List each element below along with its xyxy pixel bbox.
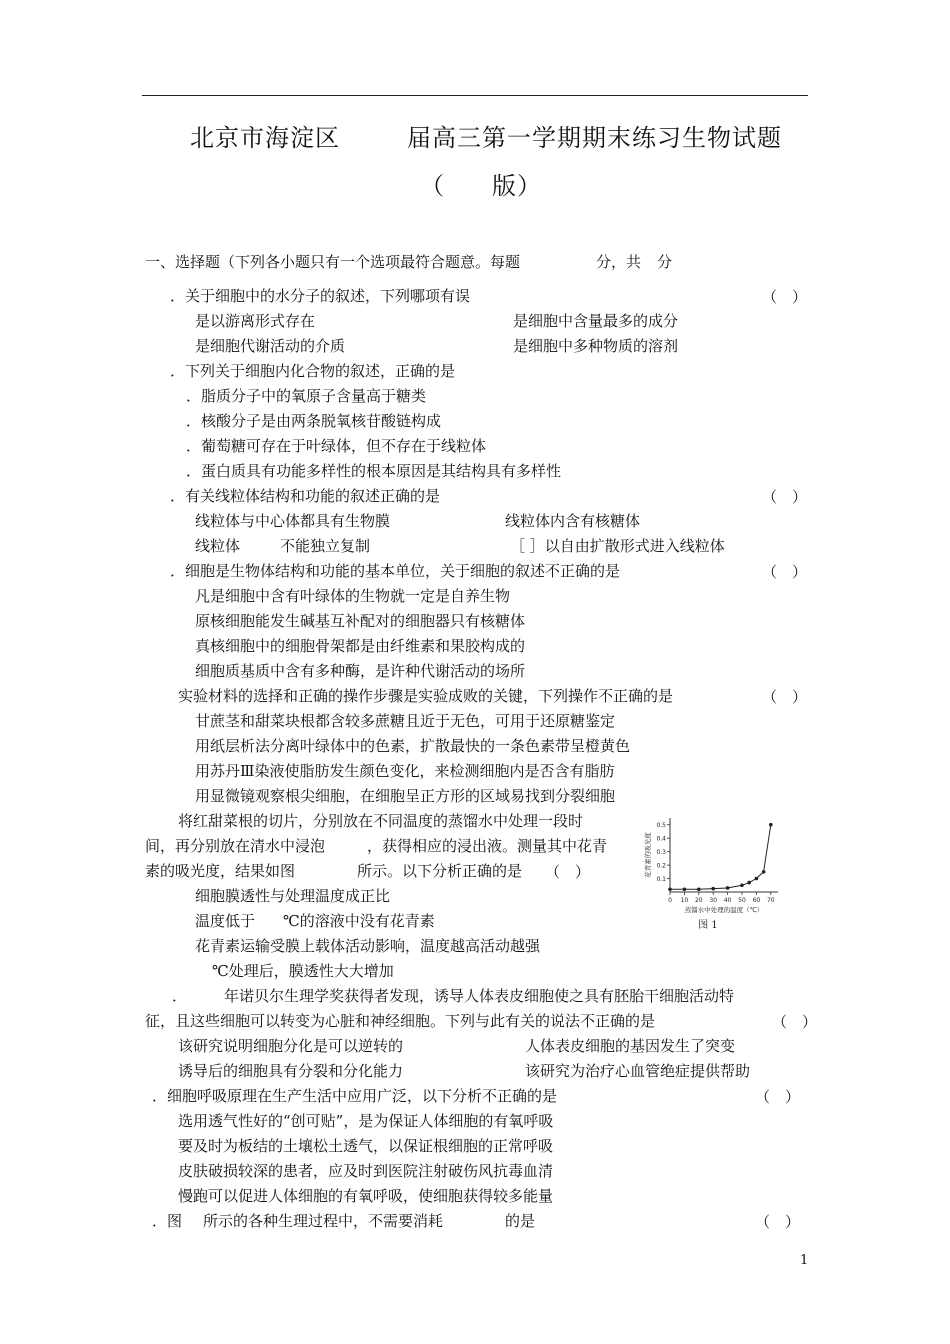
q1-option-a: 是以游离形式存在 [195, 312, 316, 330]
data-point [683, 888, 687, 892]
figure-1 [636, 810, 786, 935]
q4-option-a: 凡是细胞中含有叶绿体的生物就一定是自养生物 [195, 587, 511, 605]
q8-paren: （ ） [755, 1088, 801, 1106]
q3-option-d: ［ ］以自由扩散形式进入线粒体 [510, 537, 725, 555]
q5-option-a: 甘蔗茎和甜菜块根都含较多蔗糖且近于无色，可用于还原糖鉴定 [195, 712, 616, 730]
q1-stem: ．关于细胞中的水分子的叙述，下列哪项有误 [170, 287, 471, 305]
section-heading-end: 分 [657, 253, 673, 271]
data-point [697, 888, 701, 892]
q7-line1b: 年诺贝尔生理学奖获得者发现，诱导人体表皮细胞使之具有胚胎干细胞活动特 [224, 987, 735, 1005]
q4-stem: ．细胞是生物体结构和功能的基本单位，关于细胞的叙述不正确的是 [170, 562, 621, 580]
x-tick-label: 10 [680, 897, 689, 904]
q3-stem: ．有关线粒体结构和功能的叙述正确的是 [170, 487, 441, 505]
section-heading: 一、选择题（下列各小题只有一个选项最符合题意。每题 [145, 253, 521, 271]
q7-line2: 征，且这些细胞可以转变为心脏和神经细胞。下列与此有关的说法不正确的是 [145, 1012, 656, 1030]
q8-stem: ．细胞呼吸原理在生产生活中应用广泛，以下分析不正确的是 [152, 1087, 558, 1105]
q6-line3a: 素的吸光度，结果如图 [145, 862, 296, 880]
q6-option-c: 花青素运输受膜上载体活动影响，温度越高活动越强 [195, 937, 541, 955]
subtitle-open: （ [420, 172, 445, 200]
q6-line3b: 所示。以下分析正确的是 [357, 862, 523, 880]
data-point [762, 870, 766, 874]
x-axis-label: 蒸馏水中处理的温度（℃） [684, 906, 764, 914]
q9-stem-b: 所示的各种生理过程中，不需要消耗 [203, 1212, 444, 1230]
q6-paren: （ ） [545, 863, 591, 881]
q6-option-d: ℃处理后，膜透性大大增加 [212, 962, 394, 980]
q1-paren: （ ） [762, 288, 808, 306]
q5-option-c: 用苏丹Ⅲ染液使脂肪发生颜色变化，来检测细胞内是否含有脂肪 [195, 762, 615, 780]
data-point [747, 881, 751, 885]
q9-stem-a: ．图 [152, 1212, 183, 1230]
x-tick-label: 70 [766, 897, 775, 904]
q1-option-b: 是细胞中含量最多的成分 [513, 312, 679, 330]
q7-option-c: 诱导后的细胞具有分裂和分化能力 [178, 1062, 404, 1080]
data-point [740, 883, 744, 887]
q3-paren: （ ） [762, 488, 808, 506]
title-left: 北京市海淀区 [190, 124, 340, 152]
q7-option-b: 人体表皮细胞的基因发生了突变 [525, 1037, 736, 1055]
q8-option-c: 皮肤破损较深的患者，应及时到医院注射破伤风抗毒血清 [178, 1162, 554, 1180]
x-tick-label: 0 [668, 897, 672, 904]
section-heading-mid: 分，共 [596, 253, 642, 271]
q4-paren: （ ） [762, 563, 808, 581]
q5-option-b: 用纸层析法分离叶绿体中的色素，扩散最快的一条色素带呈橙黄色 [195, 737, 631, 755]
q2-option-b: ．核酸分子是由两条脱氧核苷酸链构成 [186, 412, 442, 430]
y-tick-label: 0.4 [656, 835, 666, 843]
q7-line1a: ． [172, 987, 188, 1005]
absorbance-chart [636, 810, 786, 935]
x-tick-label: 20 [694, 897, 703, 904]
q5-option-d: 用显微镜观察根尖细胞，在细胞呈正方形的区域易找到分裂细胞 [195, 787, 616, 805]
q6-option-a: 细胞膜透性与处理温度成正比 [195, 887, 391, 905]
q6-line1: 将红甜菜根的切片，分别放在不同温度的蒸馏水中处理一段时 [178, 812, 584, 830]
q6-option-b1: 温度低于 [195, 912, 256, 930]
q1-option-c: 是细胞代谢活动的介质 [195, 337, 346, 355]
q8-option-d: 慢跑可以促进人体细胞的有氧呼吸，使细胞获得较多能量 [178, 1187, 554, 1205]
q6-line2a: 间，再分别放在清水中浸泡 [145, 837, 326, 855]
title-right: 届高三第一学期期末练习生物试题 [407, 124, 782, 152]
q7-option-a: 该研究说明细胞分化是可以逆转的 [178, 1037, 404, 1055]
data-point [668, 888, 672, 892]
q4-option-b: 原核细胞能发生碱基互补配对的细胞器只有核糖体 [195, 612, 526, 630]
q4-option-c: 真核细胞中的细胞骨架都是由纤维素和果胶构成的 [195, 637, 526, 655]
q9-paren: （ ） [755, 1213, 801, 1231]
top-rule [142, 95, 808, 96]
q7-option-d: 该研究为治疗心血管绝症提供帮助 [525, 1062, 751, 1080]
x-tick-label: 60 [752, 897, 761, 904]
q3-option-c1: 线粒体 [195, 537, 241, 555]
q8-option-b: 要及时为板结的土壤松土透气，以保证根细胞的正常呼吸 [178, 1137, 554, 1155]
q2-option-a: ．脂质分子中的氧原子含量高于糖类 [186, 387, 427, 405]
y-tick-label: 0.1 [656, 876, 666, 884]
page-number: 1 [800, 1253, 809, 1268]
figure-caption: 图 1 [698, 920, 718, 931]
q3-option-c2: 不能独立复制 [280, 537, 371, 555]
q6-line2b: ，获得相应的浸出液。测量其中花青 [367, 837, 608, 855]
q3-option-b: 线粒体内含有核糖体 [505, 512, 641, 530]
y-tick-label: 0.2 [656, 862, 666, 870]
x-tick-label: 50 [738, 897, 746, 904]
data-point [755, 877, 759, 881]
q3-option-a: 线粒体与中心体都具有生物膜 [195, 512, 391, 530]
y-tick-label: 0.5 [656, 822, 666, 830]
data-point [726, 886, 730, 890]
y-axis-label: 花青素的吸光度 [644, 832, 652, 878]
q2-option-d: ．蛋白质具有功能多样性的根本原因是其结构具有多样性 [186, 462, 562, 480]
q6-option-b2: ℃的溶液中没有花青素 [283, 912, 435, 930]
q2-stem: ．下列关于细胞内化合物的叙述，正确的是 [170, 362, 456, 380]
data-point [769, 823, 773, 827]
q1-option-d: 是细胞中多种物质的溶剂 [513, 337, 679, 355]
data-point [711, 887, 715, 891]
subtitle-close: 版） [492, 172, 542, 200]
q5-stem: 实验材料的选择和正确的操作步骤是实验成败的关键，下列操作不正确的是 [178, 687, 674, 705]
q4-option-d: 细胞质基质中含有多种酶，是许种代谢活动的场所 [195, 662, 526, 680]
y-tick-label: 0.3 [656, 849, 666, 857]
q5-paren: （ ） [762, 688, 808, 706]
q2-option-c: ．葡萄糖可存在于叶绿体，但不存在于线粒体 [186, 437, 487, 455]
q7-paren: （ ） [772, 1013, 818, 1031]
q8-option-a: 选用透气性好的“创可贴”，是为保证人体细胞的有氧呼吸 [178, 1112, 554, 1130]
q9-stem-c: 的是 [505, 1212, 536, 1230]
x-tick-label: 30 [709, 897, 718, 904]
x-tick-label: 40 [723, 897, 732, 904]
